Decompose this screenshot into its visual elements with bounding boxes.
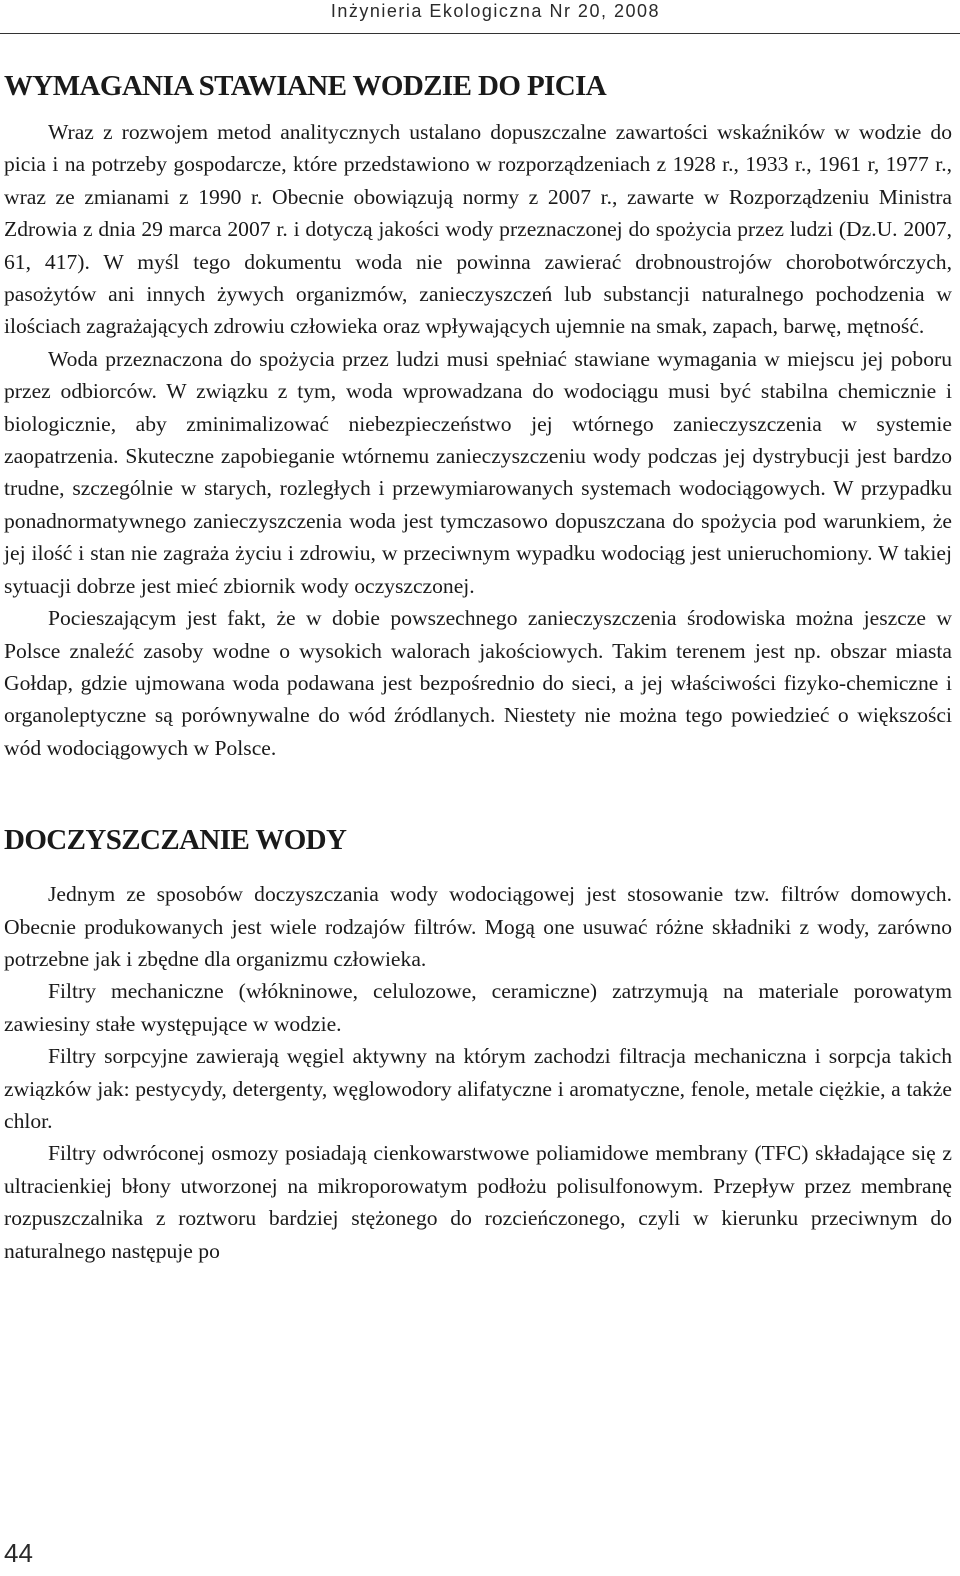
- section-title-requirements: WYMAGANIA STAWIANE WODZIE DO PICIA: [4, 70, 607, 102]
- header-rule: [0, 33, 960, 34]
- paragraph: Pocieszającym jest fakt, że w dobie powszechnego zanieczyszczenia środowiska można jeszcze w Polsce znaleźć zasoby wodne o wysokich walorach jakościowych. Takim terenem jest np. obszar miasta Gołdap, gdzie ujmowana woda podawana jest bezpośrednio do sieci, a jej właściwości fizyko-chemiczne i organoleptyczne są porównywalne do wód źródlanych. Niestety nie można tego powiedzieć o większości wód wodociągowych w Polsce.: [4, 606, 952, 760]
- paragraph: Filtry mechaniczne (włókninowe, celulozowe, ceramiczne) zatrzymują na materiale porowatym zawiesiny stałe występujące w wodzie.: [4, 979, 952, 1036]
- paragraph: Woda przeznaczona do spożycia przez ludzi musi spełniać stawiane wymagania w miejscu jej poboru przez odbiorców. W związku z tym, woda wprowadzana do wodociągu musi być stabilna chemicznie i biologicznie, aby zminimalizować niebezpieczeństwo jej wtórnego zanieczyszczenia w systemie zaopatrzenia. Skuteczne zapobieganie wtórnemu zanieczyszczeniu wody podczas jej dystrybucji jest bardzo trudne, szczególnie w starych, rozległych i przewymiarowanych systemach wodociągowych. W przypadku ponadnormatywnego zanieczyszczenia woda jest tymczasowo dopuszczana do spożycia pod warunkiem, że jej ilość i stan nie zagraża życiu i zdrowiu, w przeciwnym wypadku wodociąg jest unieruchomiony. W takiej sytuacji dobrze jest mieć zbiornik wody oczyszczonej.: [4, 346, 952, 598]
- paragraph: Filtry odwróconej osmozy posiadają cienkowarstwowe poliamidowe membrany (TFC) składające się z ultracienkiej błony utworzonej na mikroporowatym podłożu polisulfonowym. Przepływ przez membranę rozpuszczalnika z roztworu bardziej stężonego do rozcieńczonego, czyli w kierunku przeciwnym do naturalnego następuje po: [4, 1141, 952, 1263]
- paragraph: Wraz z rozwojem metod analitycznych ustalano dopuszczalne zawartości wskaźników w wodzie do picia i na potrzeby gospodarcze, które przedstawiono w rozporządzeniach z 1928 r., 1933 r., 1961 r, 1977 r., wraz ze zmianami z 1990 r. Obecnie obowiązują normy z 2007 r., zawarte w Rozporządzeniu Ministra Zdrowia z dnia 29 marca 2007 r. i dotyczą jakości wody przeznaczonej do spożycia przez ludzi (Dz.U. 2007, 61, 417). W myśl tego dokumentu woda nie powinna zawierać drobnoustrojów chorobotwórczych, pasożytów ani innych żywych organizmów, zanieczyszczeń lub substancji naturalnego pochodzenia w ilościach zagrażających zdrowiu człowieka oraz wpływających ujemnie na smak, zapach, barwę, mętność.: [4, 120, 952, 339]
- running-header: Inżynieria Ekologiczna Nr 20, 2008: [330, 1, 660, 21]
- paragraph: Jednym ze sposobów doczyszczania wody wodociągowej jest stosowanie tzw. filtrów domowych. Obecnie produkowanych jest wiele rodzajów filtrów. Mogą one usuwać różne składniki z wody, zarówno potrzebne jak i zbędne dla organizmu człowieka.: [4, 882, 952, 971]
- article-body: [4, 66, 952, 1267]
- paragraph: Filtry sorpcyjne zawierają węgiel aktywny na którym zachodzi filtracja mechaniczna i sorpcja takich związków jak: pestycydy, detergenty, węglowodory alifatyczne i aromatyczne, fenole, metale ciężkie, a także chlor.: [4, 1044, 952, 1133]
- page-number: 44: [4, 1538, 33, 1568]
- section-title-purification: DOCZYSZCZANIE WODY: [4, 824, 347, 857]
